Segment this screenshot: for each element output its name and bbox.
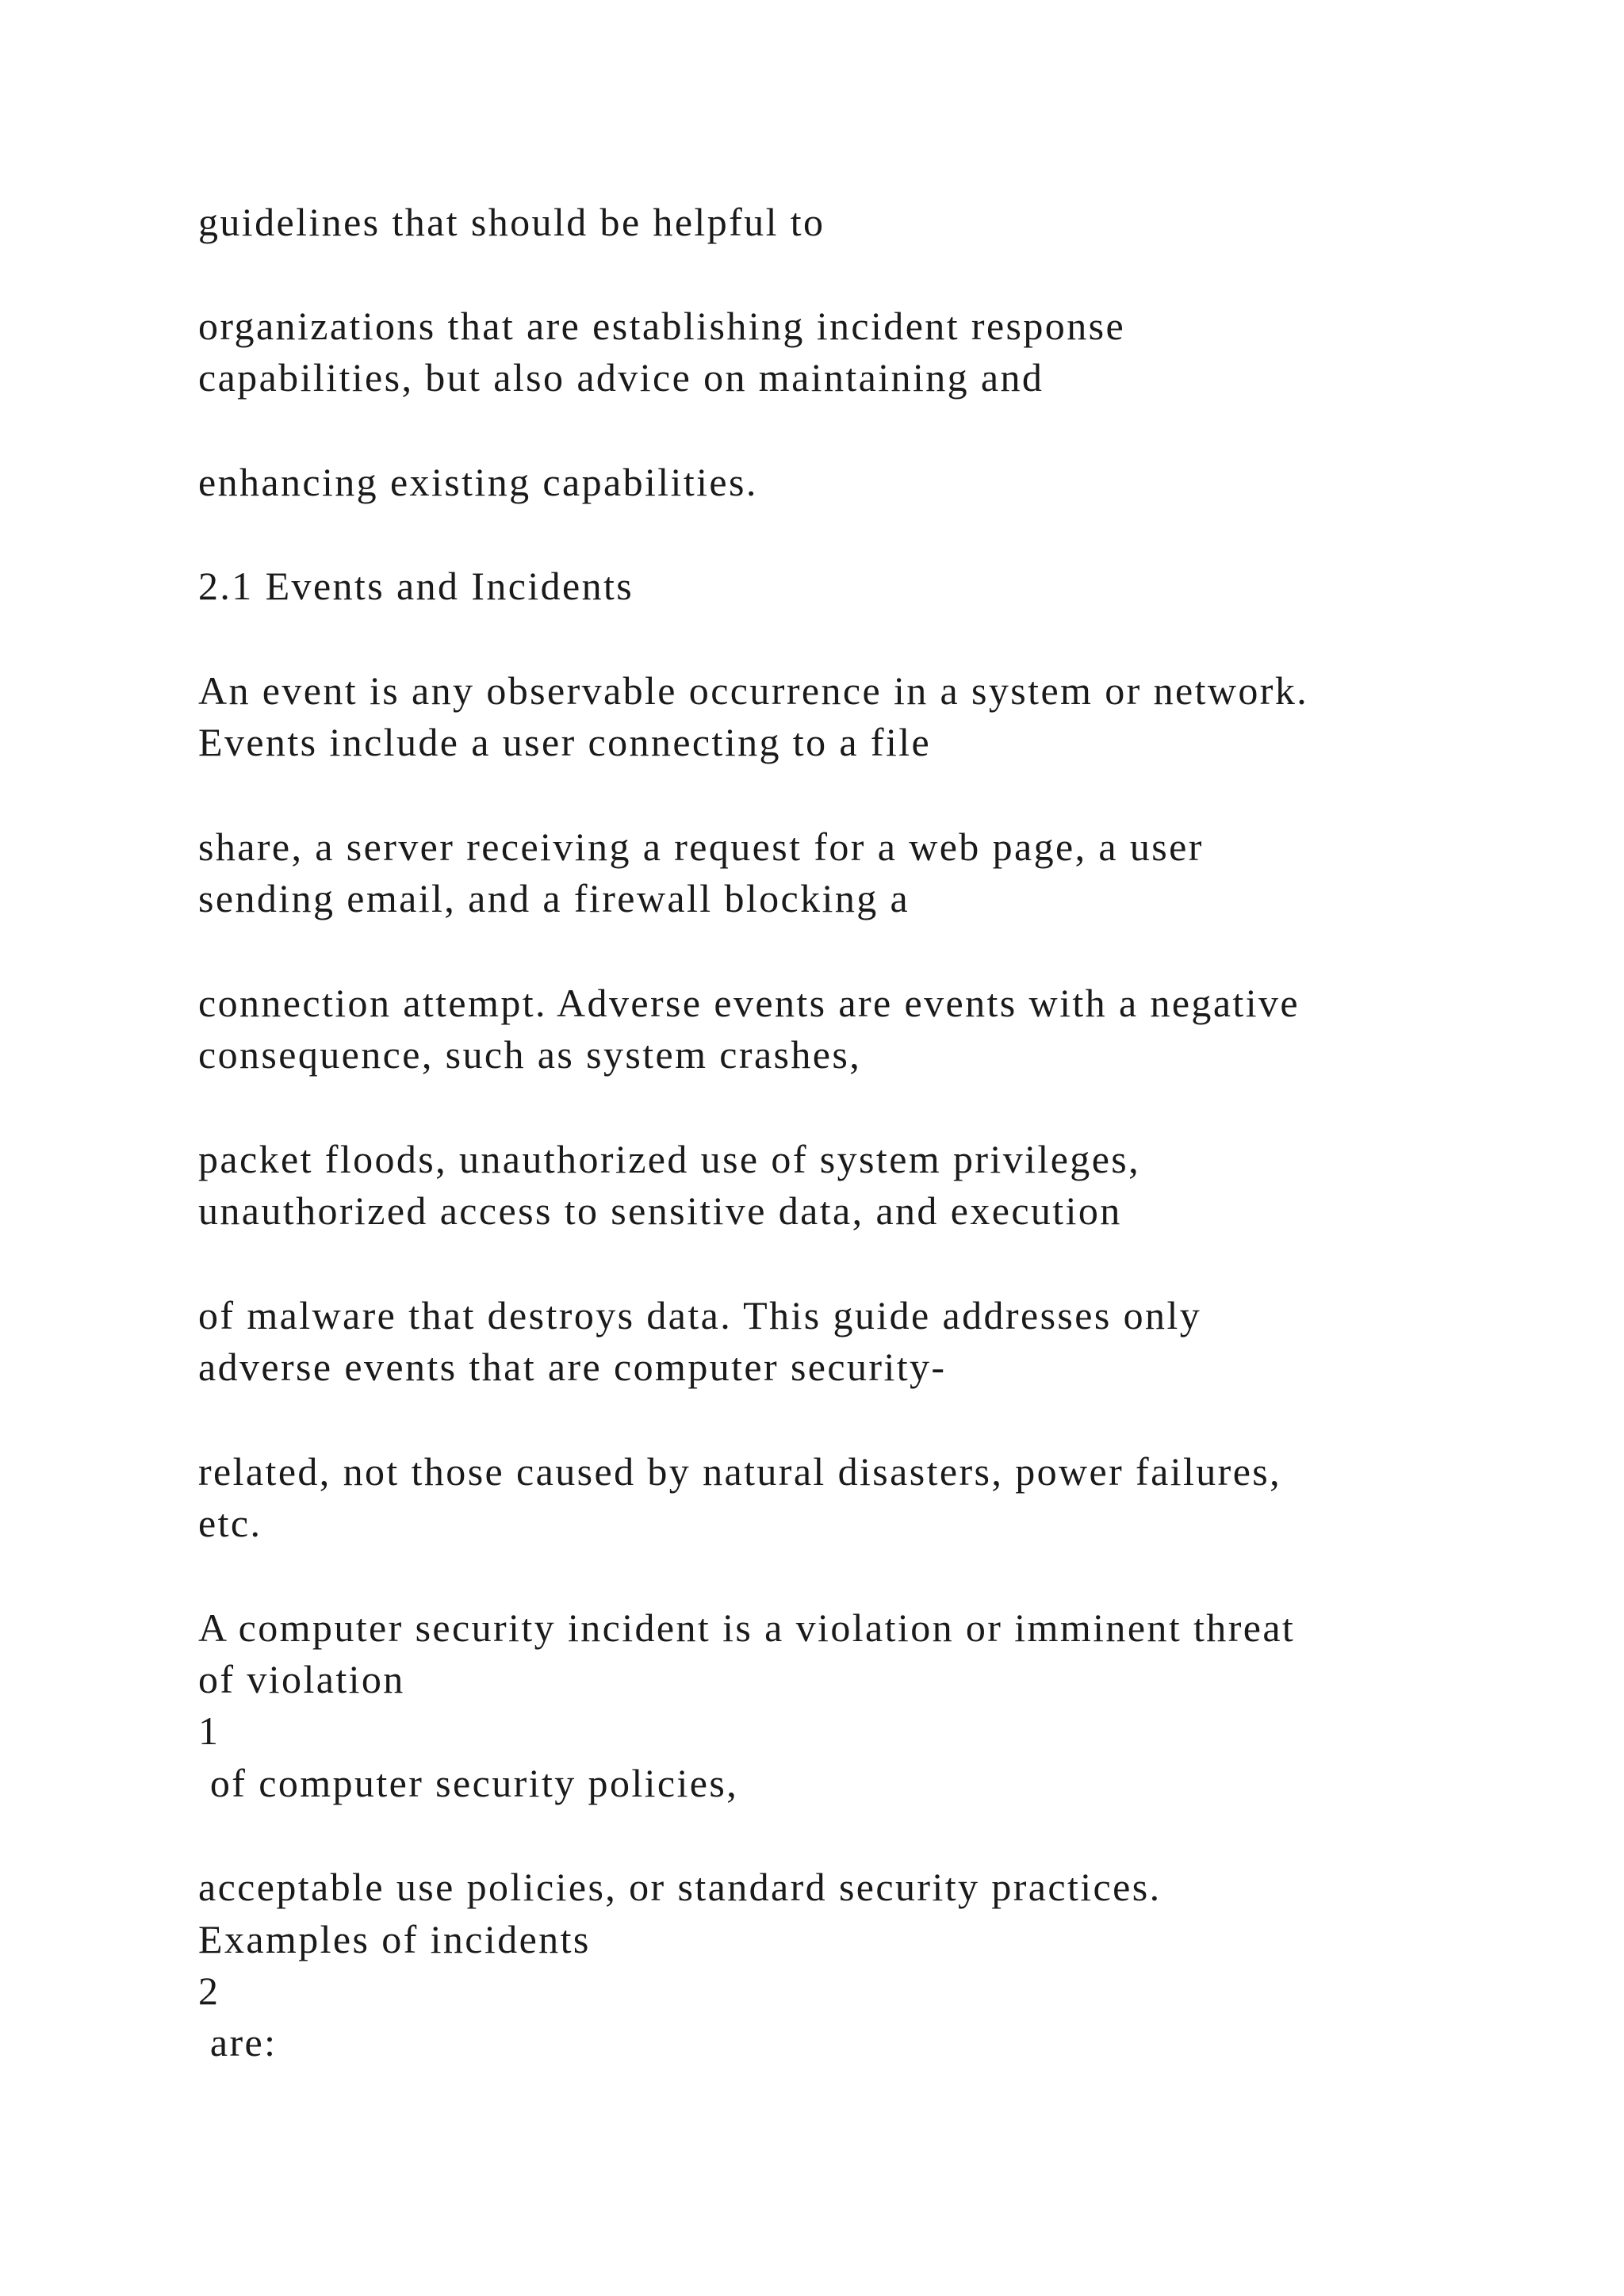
text-line: of computer security policies, [198, 1761, 739, 1805]
text-line: adverse events that are computer security- [198, 1345, 947, 1389]
text-line: organizations that are establishing incident response [198, 304, 1126, 348]
text-line: of malware that destroys data. This guide addresses only [198, 1293, 1202, 1337]
footnote-marker: 1 [198, 1709, 220, 1753]
text-line: Events include a user connecting to a file [198, 720, 932, 764]
text-line: related, not those caused by natural disasters, power failures, [198, 1449, 1282, 1494]
text-line: enhancing existing capabilities. [198, 460, 758, 504]
text-line: An event is any observable occurrence in a system or network. [198, 668, 1309, 713]
footnote-marker: 2 [198, 1969, 220, 2013]
text-line: are: [198, 2020, 278, 2064]
text-line: Examples of incidents [198, 1917, 591, 1961]
text-line: etc. [198, 1501, 262, 1545]
text-line: guidelines that should be helpful to [198, 200, 825, 244]
text-line: of violation [198, 1657, 405, 1701]
text-line: capabilities, but also advice on maintaining and [198, 355, 1044, 400]
section-heading: 2.1 Events and Incidents [198, 564, 634, 608]
text-line: connection attempt. Adverse events are events with a negative [198, 981, 1300, 1025]
text-line: acceptable use policies, or standard security practices. [198, 1865, 1162, 1909]
text-line: consequence, such as system crashes, [198, 1032, 862, 1077]
text-line: sending email, and a firewall blocking a [198, 876, 910, 920]
text-line: A computer security incident is a violation or imminent threat [198, 1605, 1296, 1650]
text-line: share, a server receiving a request for a web page, a user [198, 825, 1204, 869]
text-line: unauthorized access to sensitive data, and execution [198, 1188, 1122, 1233]
text-line: packet floods, unauthorized use of system privileges, [198, 1137, 1141, 1181]
